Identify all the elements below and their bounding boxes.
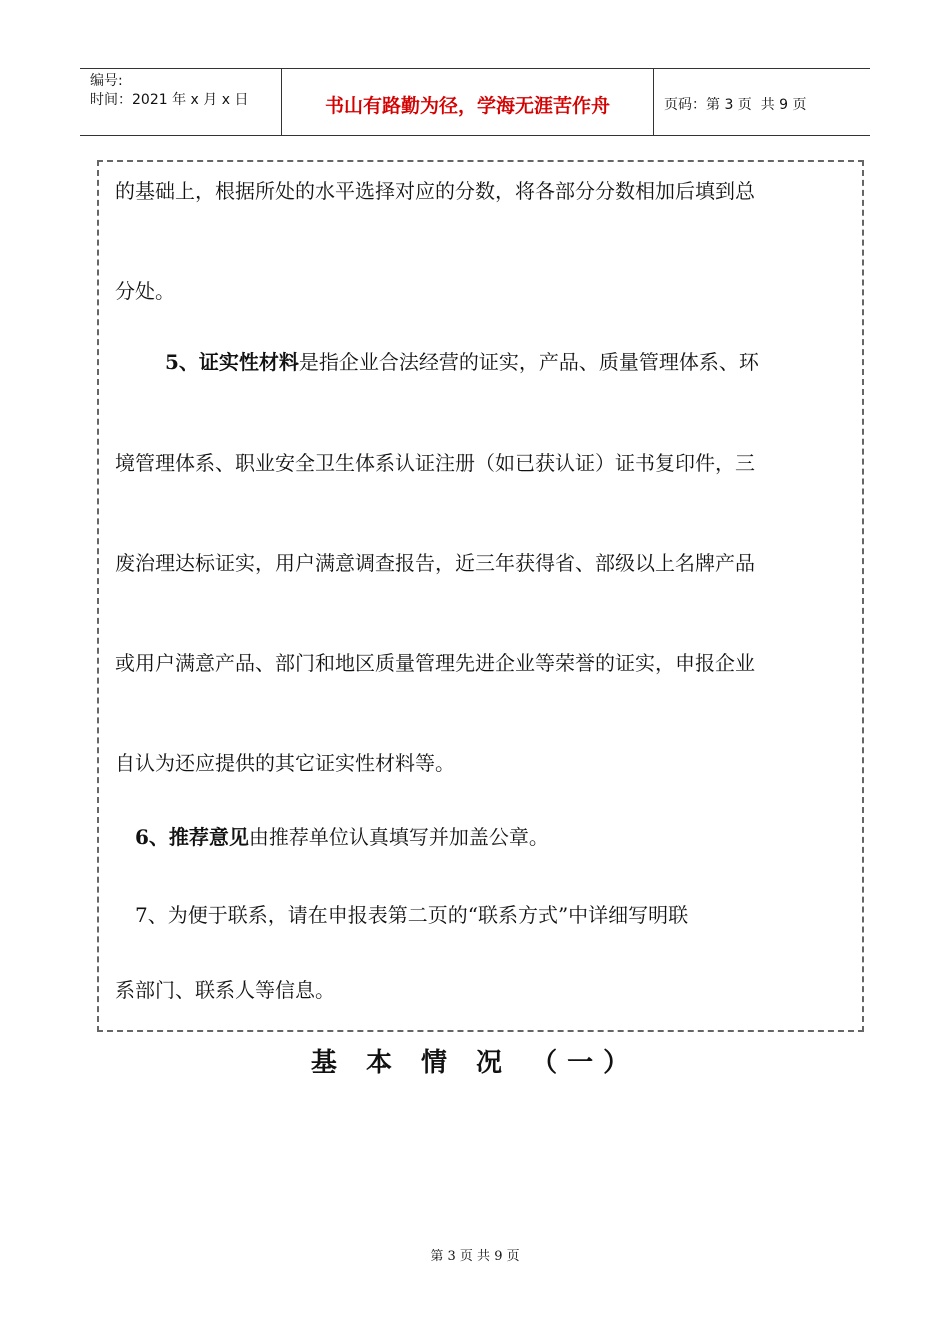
paragraph-line: 系部门、联系人等信息。	[115, 978, 335, 1002]
page-footer: 第 3 页 共 9 页	[430, 1249, 520, 1264]
item-5-text: 是指企业合法经营的证实，产品、质量管理体系、环	[298, 350, 759, 374]
paragraph-line: 的基础上，根据所处的水平选择对应的分数，将各部分分数相加后填到总	[115, 179, 755, 203]
header-motto: 书山有路勤为径，学海无涯苦作舟	[282, 69, 654, 135]
item-7: 7、为便于联系，请在申报表第二页的“联系方式”中详细写明联	[135, 903, 689, 927]
item-5-term: 证实性材料	[198, 350, 299, 374]
paragraph-line: 废治理达标证实，用户满意调查报告，近三年获得省、部级以上名牌产品	[115, 551, 755, 575]
instructions-box	[97, 160, 864, 1032]
item-6-number: 6、	[135, 825, 169, 849]
item-6	[135, 825, 549, 849]
header-meta	[80, 69, 282, 135]
document-header	[80, 68, 870, 136]
item-6-text: 由推荐单位认真填写并加盖公章。	[248, 825, 549, 849]
section-title: 基 本 情 况 （一）	[310, 1048, 640, 1078]
paragraph-line: 或用户满意产品、部门和地区质量管理先进企业等荣誉的证实，申报企业	[115, 651, 755, 675]
paragraph-line: 分处。	[115, 279, 175, 303]
paragraph-line: 境管理体系、职业安全卫生体系认证注册（如已获认证）证书复印件，三	[115, 451, 755, 475]
item-6-term: 推荐意见	[168, 825, 249, 849]
number-label: 编号:	[90, 73, 123, 89]
item-5-number: 5、	[165, 350, 199, 374]
item-5	[165, 350, 759, 374]
header-page-info: 页码：第 3 页 共 9 页	[664, 97, 807, 113]
time-label: 时间：2021 年 x 月 x 日	[90, 92, 249, 108]
paragraph-line: 自认为还应提供的其它证实性材料等。	[115, 751, 455, 775]
